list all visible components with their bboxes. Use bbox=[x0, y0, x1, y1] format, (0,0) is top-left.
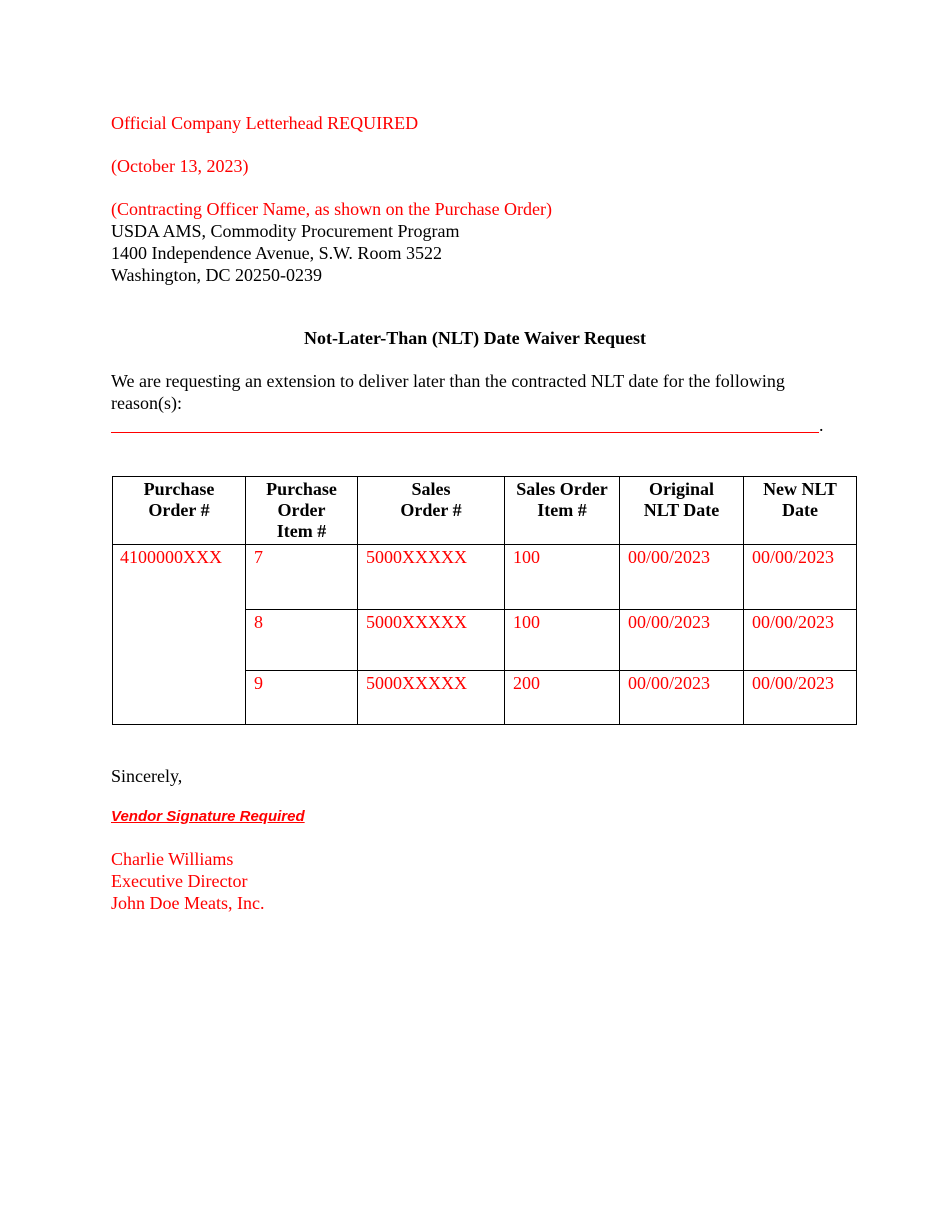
request-line-1: We are requesting an extension to deliver later than the contracted NLT date for the following bbox=[111, 371, 785, 391]
vendor-signature-note: Vendor Signature Required bbox=[111, 808, 305, 825]
signer-company: John Doe Meats, Inc. bbox=[111, 893, 265, 913]
header-purchase-order-item: Purchase Order Item # bbox=[246, 477, 358, 545]
closing: Sincerely, bbox=[111, 766, 183, 786]
letterhead-note: Official Company Letterhead REQUIRED bbox=[111, 113, 419, 133]
contracting-officer-name: (Contracting Officer Name, as shown on the Purchase Order) bbox=[111, 199, 553, 219]
signer-block bbox=[111, 848, 264, 914]
cell-original-nlt: 00/00/2023 bbox=[620, 671, 744, 725]
header-purchase-order: Purchase Order # bbox=[113, 477, 246, 545]
table-row bbox=[113, 545, 857, 610]
cell-purchase-order: 4100000XXX bbox=[113, 545, 246, 725]
cell-so-item: 100 bbox=[505, 545, 620, 610]
cell-sales-order: 5000XXXXX bbox=[358, 671, 505, 725]
cell-original-nlt: 00/00/2023 bbox=[620, 610, 744, 671]
header-sales-order-item: Sales Order Item # bbox=[505, 477, 620, 545]
cell-so-item: 100 bbox=[505, 610, 620, 671]
cell-po-item: 8 bbox=[246, 610, 358, 671]
cell-so-item: 200 bbox=[505, 671, 620, 725]
header-original-nlt-date: Original NLT Date bbox=[620, 477, 744, 545]
request-line-2: reason(s): bbox=[111, 393, 182, 413]
cell-new-nlt: 00/00/2023 bbox=[744, 545, 857, 610]
cell-new-nlt: 00/00/2023 bbox=[744, 610, 857, 671]
signer-role: Executive Director bbox=[111, 871, 248, 891]
cell-new-nlt: 00/00/2023 bbox=[744, 671, 857, 725]
reason-blank-line[interactable] bbox=[111, 412, 819, 433]
recipient-address bbox=[111, 198, 552, 286]
recipient-org: USDA AMS, Commodity Procurement Program bbox=[111, 221, 460, 241]
cell-po-item: 9 bbox=[246, 671, 358, 725]
header-new-nlt-date: New NLT Date bbox=[744, 477, 857, 545]
reason-period: . bbox=[819, 415, 824, 435]
cell-po-item: 7 bbox=[246, 545, 358, 610]
cell-original-nlt: 00/00/2023 bbox=[620, 545, 744, 610]
letter-title: Not-Later-Than (NLT) Date Waiver Request bbox=[304, 328, 646, 348]
order-table bbox=[112, 476, 857, 725]
header-sales-order: Sales Order # bbox=[358, 477, 505, 545]
letter-date: (October 13, 2023) bbox=[111, 156, 249, 176]
table-header-row bbox=[113, 477, 857, 545]
signer-name: Charlie Williams bbox=[111, 849, 234, 869]
cell-sales-order: 5000XXXXX bbox=[358, 610, 505, 671]
recipient-address-line1: 1400 Independence Avenue, S.W. Room 3522 bbox=[111, 243, 442, 263]
recipient-address-line2: Washington, DC 20250-0239 bbox=[111, 265, 323, 285]
request-paragraph bbox=[111, 370, 785, 414]
cell-sales-order: 5000XXXXX bbox=[358, 545, 505, 610]
